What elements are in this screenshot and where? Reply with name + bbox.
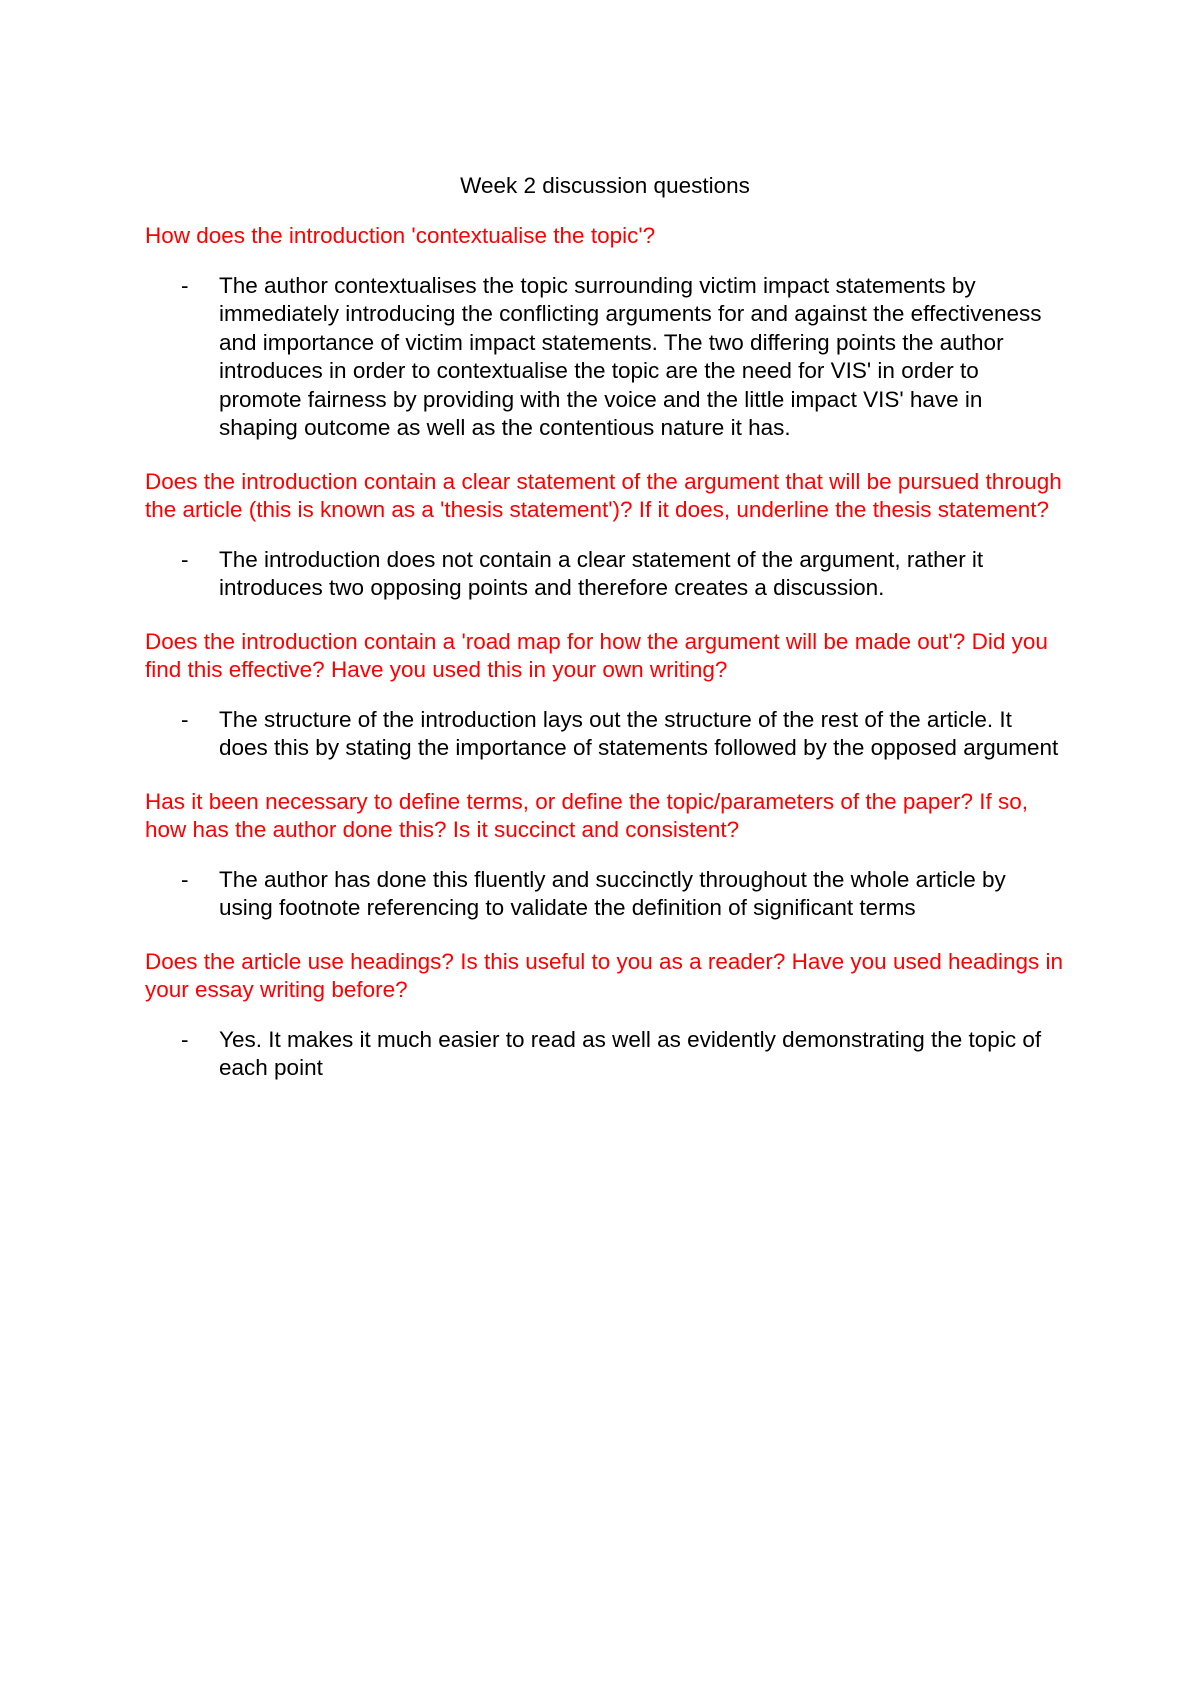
answer-4 [145, 866, 1065, 923]
bullet-dash: - [181, 272, 189, 298]
answer-text: The author has done this fluently and succinctly throughout the whole article by using footnote referencing to validate the definition of significant terms [219, 866, 1006, 920]
question-3: Does the introduction contain a 'road map for how the argument will be made out'? Did you find this effective? Have you used this in your own writing? [145, 628, 1048, 682]
question-5: Does the article use headings? Is this useful to you as a reader? Have you used headings in your essay writing before? [145, 948, 1064, 1002]
document-title: Week 2 discussion questions [460, 173, 750, 198]
bullet-dash: - [181, 706, 189, 732]
bullet-dash: - [181, 866, 189, 892]
document-content [145, 172, 1065, 1108]
question-1: How does the introduction 'contextualise the topic'? [145, 223, 656, 248]
bullet-dash: - [181, 546, 189, 572]
answer-text: The structure of the introduction lays out the structure of the rest of the article. It does this by stating the importance of statements followed by the opposed argument [219, 706, 1059, 760]
answer-1 [145, 272, 1065, 443]
bullet-dash: - [181, 1026, 189, 1052]
answer-5 [145, 1026, 1065, 1083]
answer-text: The introduction does not contain a clear statement of the argument, rather it introduces two opposing points and therefore creates a discussion. [219, 546, 984, 600]
answer-text: Yes. It makes it much easier to read as well as evidently demonstrating the topic of each point [219, 1026, 1042, 1080]
question-4: Has it been necessary to define terms, or define the topic/parameters of the paper? If so, how has the author done this? Is it succinct and consistent? [145, 788, 1028, 842]
answer-3 [145, 706, 1065, 763]
answer-text: The author contextualises the topic surrounding victim impact statements by immediately introducing the conflicting arguments for and against the effectiveness and importance of victim impact statements. The two differing points the author introduces in order to contextualise the topic are the need for VIS' in order to promote fairness by providing with the voice and the little impact VIS' have in shaping outcome as well as the contentious nature it has. [219, 272, 1042, 440]
question-2: Does the introduction contain a clear statement of the argument that will be pursued through the article (this is known as a 'thesis statement')? If it does, underline the thesis statement? [145, 468, 1062, 522]
answer-2 [145, 546, 1065, 603]
